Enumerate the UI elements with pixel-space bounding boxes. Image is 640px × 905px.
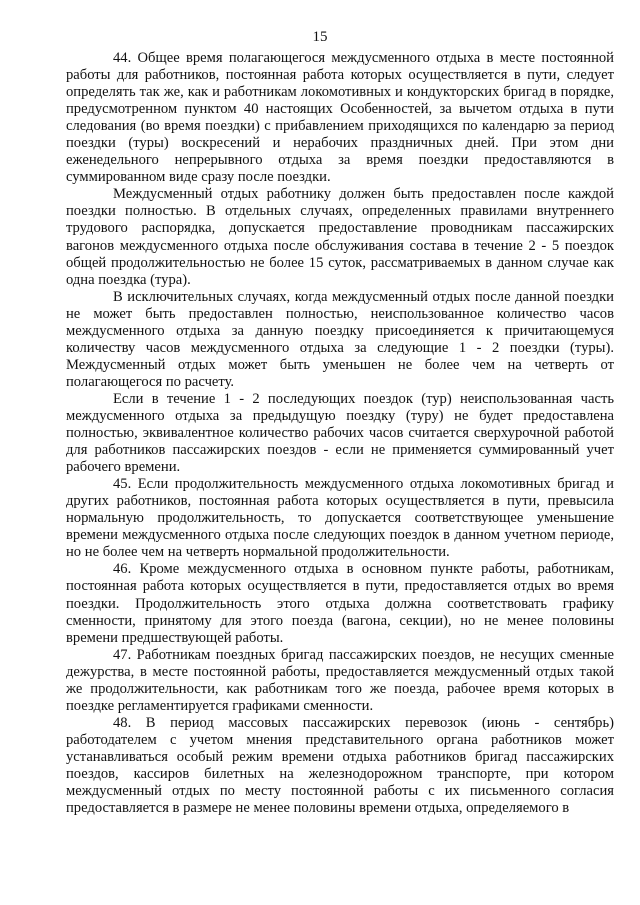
document-body bbox=[66, 50, 614, 817]
page-number: 15 bbox=[312, 29, 328, 45]
paragraph-44-rest-after-trip: Междусменный отдых работнику должен быть предоставлен после каждой поездки полностью. В отдельных случаях, определенных правилами внутреннего трудового распорядка, допускается предоставление проводникам пассажирских вагонов междусменного отдыха после обслуживания состава в течение 2 - 5 поездок общей продолжительностью не более 15 суток, рассматриваемых в данном случае как одна поездка (тура). bbox=[66, 186, 614, 288]
paragraph-44-exceptional-cases: В исключительных случаях, когда междусменный отдых после данной поездки не может быть предоставлен полностью, неиспользованное количество часов междусменного отдыха за данную поездку присоединяется к причитающемуся количеству часов междусменного отдыха за следующие 1 - 2 поездки (туры). Междусменный отдых может быть уменьшен не более чем на четверть от полагающегося по расчету. bbox=[66, 288, 614, 390]
paragraph-45: 45. Если продолжительность междусменного отдыха локомотивных бригад и других работников, постоянная работа которых осуществляется в пути, превысила нормальную продолжительность, то допускается соответствующее уменьшение времени междусменного отдыха после следующих поездок в данном учетном периоде, но не более чем на четверть нормальной продолжительности. bbox=[66, 476, 614, 561]
paragraph-47: 47. Работникам поездных бригад пассажирских поездов, не несущих сменные дежурства, в месте постоянной работы, предоставляется междусменный отдых такой же продолжительности, как работникам того же поезда, рабочее время которых в поездке регламентируется графиками сменности. bbox=[66, 646, 614, 714]
paragraph-44-overtime: Если в течение 1 - 2 последующих поездок (тур) неиспользованная часть междусменного отдыха за предыдущую поездку (туру) не будет предоставлена полностью, эквивалентное количество рабочих часов считается сверхурочной работой для работников пассажирских поездов - если не применяется суммированный учет рабочего времени. bbox=[66, 390, 614, 476]
paragraph-46: 46. Кроме междусменного отдыха в основном пункте работы, работникам, постоянная работа которых осуществляется в пути, предоставляется отдых во время поездки. Продолжительность этого отдыха должна соответствовать графику сменности, принятому для этого поезда (вагона, секции), но не менее половины времени предшествующей работы. bbox=[66, 561, 614, 646]
paragraph-48: 48. В период массовых пассажирских перевозок (июнь - сентябрь) работодателем с учетом мнения представительного органа работников может устанавливаться особый режим времени отдыха работников бригад пассажирских поездов, кассиров билетных на железнодорожном транспорте, при котором междусменный отдых по месту постоянной работы с их письменного согласия предоставляется в размере не менее половины времени отдыха, определяемого в bbox=[66, 714, 614, 817]
paragraph-44: 44. Общее время полагающегося междусменного отдыха в месте постоянной работы для работников, постоянная работа которых осуществляется в пути, следует определять так же, как и работникам локомотивных и кондукторских бригад в порядке, предусмотренном пунктом 40 настоящих Особенностей, за вычетом отдыха в пути следования (во время поездки) с прибавлением приходящихся по календарю за период поездки (туры) воскресений и нерабочих праздничных дней. При этом дни еженедельного непрерывного отдыха за время поездки предоставляются в суммированном виде сразу после поездки. bbox=[66, 50, 614, 186]
